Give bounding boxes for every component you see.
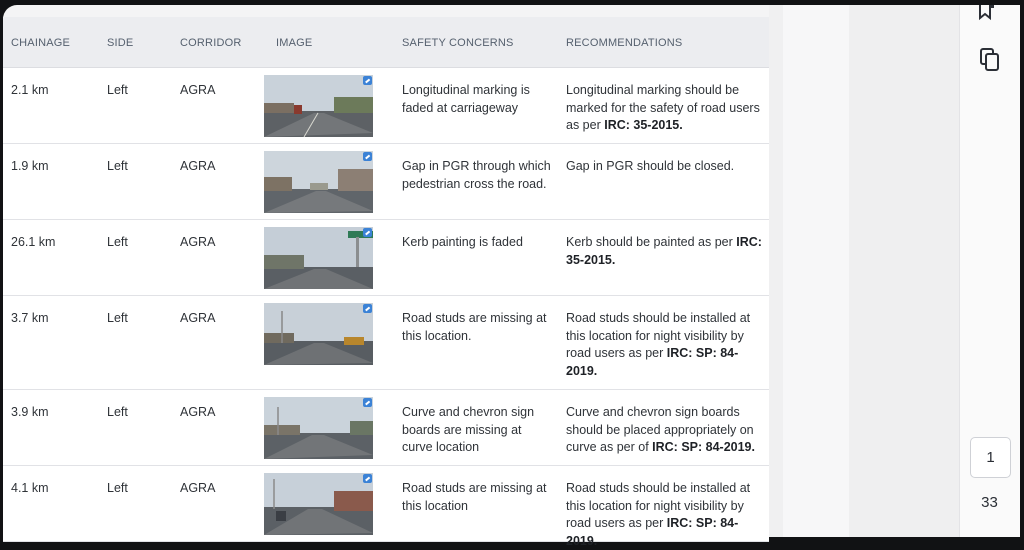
recommendation-cell: Kerb should be painted as per IRC: 35-2015. — [566, 235, 762, 267]
table-row — [3, 296, 769, 390]
copy-icon[interactable] — [979, 47, 1001, 73]
corridor-cell: AGRA — [180, 311, 216, 325]
recommendation-cell: Road studs should be installed at this location for night visibility by road users as per IRC: SP: 84-2019. — [566, 481, 751, 548]
safety-concern-cell: Kerb painting is faded — [402, 235, 523, 249]
side-cell: Left — [107, 83, 128, 97]
corridor-cell: AGRA — [180, 235, 216, 249]
header-safety-concerns: SAFETY CONCERNS — [402, 37, 514, 49]
chainage-cell: 26.1 km — [11, 235, 56, 249]
image-link-icon — [363, 304, 372, 313]
road-photo[interactable] — [264, 473, 373, 535]
corridor-cell: AGRA — [180, 159, 216, 173]
recommendation-cell: Curve and chevron sign boards should be placed appropriately on curve as per of IRC: SP: 84-2019. — [566, 405, 755, 454]
safety-concern-cell: Road studs are missing at this location. — [402, 311, 547, 343]
page-gutter — [769, 5, 783, 537]
road-photo[interactable] — [264, 151, 373, 213]
table-header — [3, 17, 769, 68]
viewer-background — [849, 5, 959, 537]
app-window — [3, 5, 1019, 548]
road-photo[interactable] — [264, 303, 373, 365]
table-row — [3, 144, 769, 220]
safety-concern-cell: Road studs are missing at this location — [402, 481, 547, 513]
safety-concern-cell: Curve and chevron sign boards are missing at curve location — [402, 405, 535, 454]
side-cell: Left — [107, 311, 128, 325]
corridor-cell: AGRA — [180, 405, 216, 419]
chainage-cell: 2.1 km — [11, 83, 49, 97]
document-page — [3, 17, 770, 548]
total-pages: 33 — [981, 494, 998, 511]
road-photo[interactable] — [264, 397, 373, 459]
image-link-icon — [363, 76, 372, 85]
side-cell: Left — [107, 159, 128, 173]
recommendation-cell: Gap in PGR should be closed. — [566, 159, 735, 173]
header-recommendations: RECOMMENDATIONS — [566, 37, 683, 49]
image-link-icon — [363, 398, 372, 407]
safety-concern-cell: Gap in PGR through which pedestrian cross the road. — [402, 159, 551, 191]
safety-concern-cell: Longitudinal marking is faded at carriageway — [402, 83, 530, 115]
side-cell: Left — [107, 405, 128, 419]
header-corridor: CORRIDOR — [180, 37, 242, 49]
table-row — [3, 390, 769, 466]
table-row — [3, 68, 769, 144]
image-link-icon — [363, 228, 372, 237]
chainage-cell: 1.9 km — [11, 159, 49, 173]
chainage-cell: 3.9 km — [11, 405, 49, 419]
table-row — [3, 220, 769, 296]
recommendation-cell: Road studs should be installed at this location for night visibility by road users as per IRC: SP: 84-2019. — [566, 311, 751, 378]
header-chainage: CHAINAGE — [11, 37, 71, 49]
chainage-cell: 3.7 km — [11, 311, 49, 325]
bookmark-icon[interactable] — [977, 5, 995, 19]
header-image: IMAGE — [276, 37, 313, 49]
road-photo[interactable] — [264, 75, 373, 137]
corridor-cell: AGRA — [180, 83, 216, 97]
table-row — [3, 466, 769, 548]
side-cell: Left — [107, 235, 128, 249]
recommendation-cell: Longitudinal marking should be marked for the safety of road users as per IRC: 35-2015. — [566, 83, 760, 132]
road-photo[interactable] — [264, 227, 373, 289]
header-side: SIDE — [107, 37, 134, 49]
corridor-cell: AGRA — [180, 481, 216, 495]
image-link-icon — [363, 474, 372, 483]
scroll-panel[interactable] — [783, 5, 850, 537]
current-page-input[interactable]: 1 — [970, 437, 1011, 478]
image-link-icon — [363, 152, 372, 161]
chainage-cell: 4.1 km — [11, 481, 49, 495]
side-cell: Left — [107, 481, 128, 495]
